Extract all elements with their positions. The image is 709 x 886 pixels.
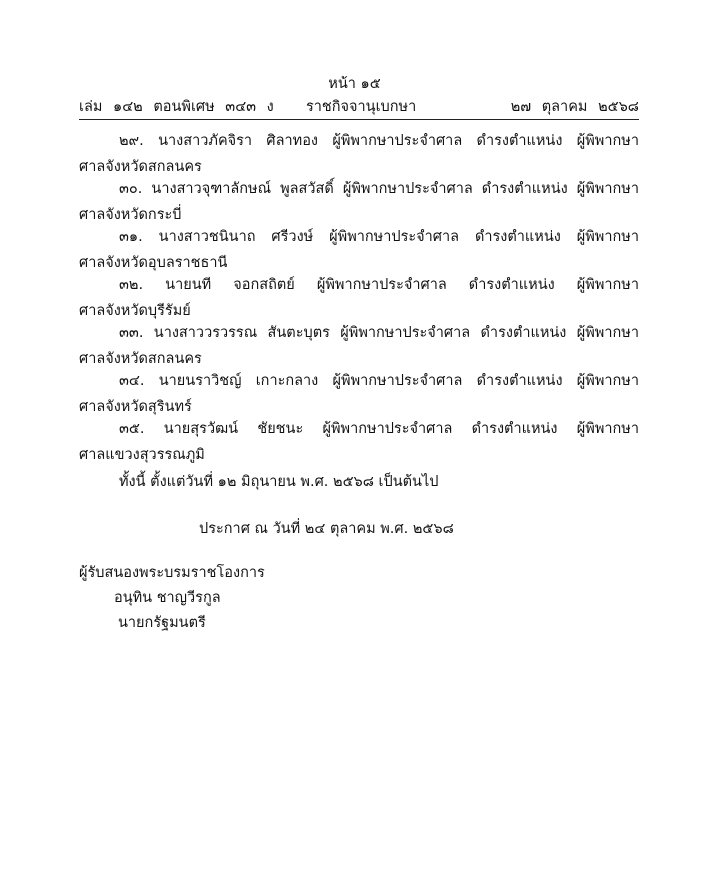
effective-date: ทั้งนี้ ตั้งแต่วันที่ ๑๒ มิถุนายน พ.ศ. ๒๕๖๘ เป็นต้นไป [119, 474, 439, 490]
entry-court-line: ศาลจังหวัดอุบลราชธานี [79, 255, 228, 271]
entry-first-line: ๒๙. นางสาวภัคจิรา ศิลาทอง ผู้พิพากษาประจำศาล ดำรงตำแหน่ง ผู้พิพากษา [119, 133, 639, 149]
entry-court-line: ศาลจังหวัดสุรินทร์ [79, 399, 192, 415]
entry-court-line: ศาลจังหวัดบุรีรัมย์ [79, 303, 191, 319]
countersign-name: อนุทิน ชาญวีรกูล [114, 590, 221, 606]
appointment-entry [79, 368, 639, 420]
entry-first-line: ๓๓. นางสาววรวรรณ สันตะบุตร ผู้พิพากษาประจำศาล ดำรงตำแหน่ง ผู้พิพากษา [119, 325, 639, 341]
countersign-role: ผู้รับสนองพระบรมราชโองการ [79, 565, 265, 581]
entry-court-line: ศาลจังหวัดสกลนคร [79, 351, 202, 367]
entry-first-line: ๓๐. นางสาวจุฑาลักษณ์ พูลสวัสดิ์ ผู้พิพากษาประจำศาล ดำรงตำแหน่ง ผู้พิพากษา [119, 181, 639, 197]
publication-date: ๒๗ ตุลาคม ๒๕๖๘ [510, 99, 639, 115]
header-rule [79, 119, 639, 120]
appointment-entry [79, 176, 639, 228]
gazette-header [79, 95, 639, 115]
entry-first-line: ๓๑. นางสาวชนินาถ ศรีวงษ์ ผู้พิพากษาประจำศาล ดำรงตำแหน่ง ผู้พิพากษา [119, 229, 639, 245]
countersignature [79, 561, 265, 636]
entry-first-line: ๓๕. นายสุรวัฒน์ ชัยชนะ ผู้พิพากษาประจำศาล ดำรงตำแหน่ง ผู้พิพากษา [119, 421, 639, 437]
countersign-position: นายกรัฐมนตรี [118, 615, 206, 631]
entry-first-line: ๓๔. นายนราวิชญ์ เกาะกลาง ผู้พิพากษาประจำศาล ดำรงตำแหน่ง ผู้พิพากษา [119, 373, 639, 389]
announcement-date: ประกาศ ณ วันที่ ๒๔ ตุลาคม พ.ศ. ๒๕๖๘ [199, 521, 454, 537]
entry-court-line: ศาลจังหวัดสกลนคร [79, 159, 202, 175]
entry-first-line: ๓๒. นายนที จอกสถิตย์ ผู้พิพากษาประจำศาล ดำรงตำแหน่ง ผู้พิพากษา [119, 277, 639, 293]
gazette-title: ราชกิจจานุเบกษา [306, 99, 417, 115]
appointment-entry [79, 224, 639, 276]
appointment-entry [79, 272, 639, 324]
entry-court-line: ศาลแขวงสุวรรณภูมิ [79, 447, 205, 463]
appointment-entry [79, 320, 639, 372]
entry-court-line: ศาลจังหวัดกระบี่ [79, 207, 182, 223]
volume-info: เล่ม ๑๔๒ ตอนพิเศษ ๓๔๓ ง [79, 99, 274, 115]
appointment-entry [79, 128, 639, 180]
appointment-entry [79, 416, 639, 468]
page-number: หน้า ๑๕ [328, 76, 381, 92]
